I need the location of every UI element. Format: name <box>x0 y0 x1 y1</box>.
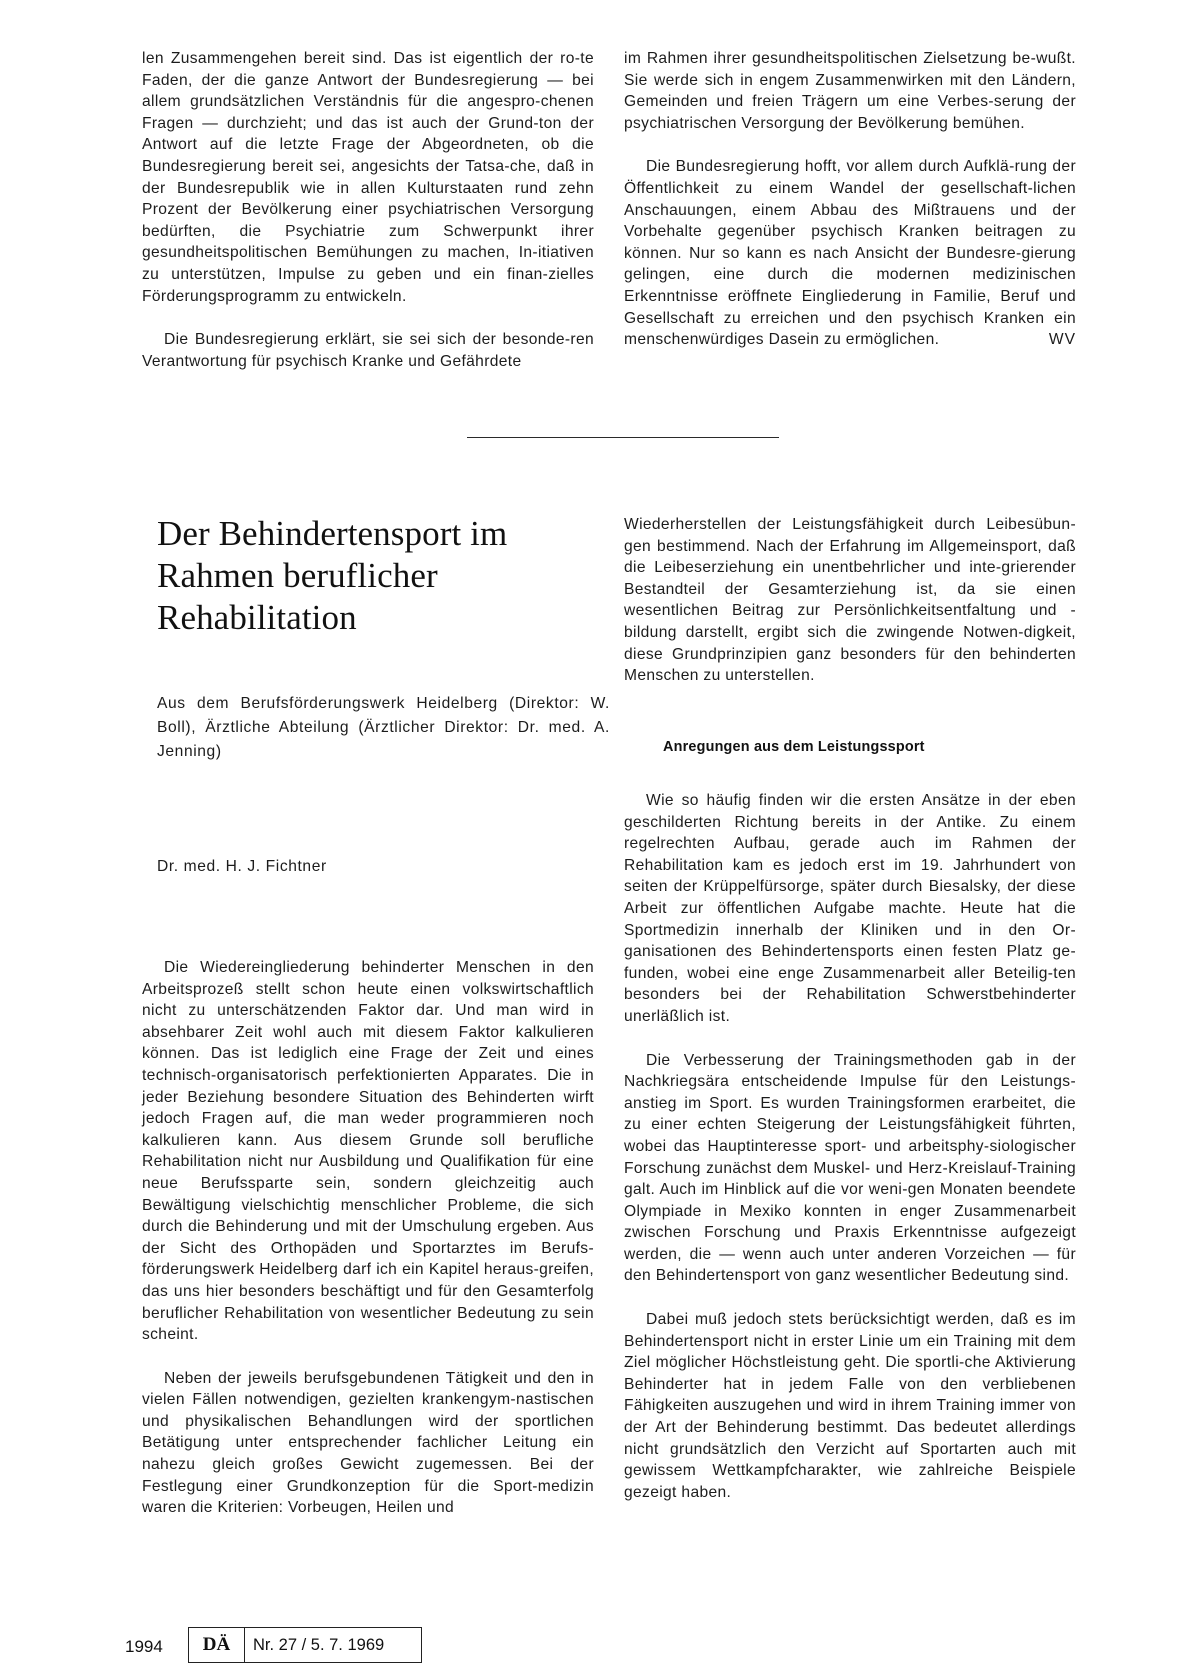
paragraph: len Zusammengehen bereit sind. Das ist eigentlich der ro-te Faden, der die ganze Antwort der Bundesregierung — bei allem grundsätzlichen Verständnis für die angespro-chenen Fragen — durchzieht; und das ist auch der Grund-ton der Antwort auf die letzte Frage der Abgeordneten, ob die Bundesregierung bereit sei, angesichts der Tatsa-che, daß in der Bundesrepublik wie in allen Kulturstaaten rund zehn Prozent der Bevölkerung einer psychiatrischen Versorgung bedürften, die Psychiatrie zum Schwerpunkt ihrer gesundheitspolitischen Bemühungen zu machen, In-itiativen zu unterstützen, Impulse zu geben und ein finan-zielles Förderungsprogramm zu entwickeln. <box>142 50 594 305</box>
paragraph: Die Bundesregierung erklärt, sie sei sich der besonde-ren Verantwortung für psychisch Kranke und Gefährdete <box>142 331 594 370</box>
paragraph: Neben der jeweils berufsgebundenen Tätigkeit und den in vielen Fällen notwendigen, gezielten krankengym-nastischen und physikalischen Behandlungen wird der sportlichen Betätigung unter entsprechender fachlicher Leitung ein nahezu gleich großes Gewicht zugemessen. Bei der Festlegung einer Grundkonzeption für die Sport-medizin waren die Kriterien: Vorbeugen, Heilen und <box>142 1369 594 1517</box>
article-title: Der Behindertensport im Rahmen beruflicher Rehabilitation <box>157 514 508 637</box>
top-left-column <box>142 48 594 372</box>
top-right-column <box>624 48 1076 351</box>
section-divider <box>467 437 779 438</box>
journal-logo: DÄ <box>189 1628 245 1662</box>
section-heading: Anregungen aus dem Leistungssport <box>663 739 925 755</box>
issue-info: Nr. 27 / 5. 7. 1969 <box>253 1636 385 1654</box>
author-initials: WV <box>1048 331 1076 349</box>
paragraph: Wie so häufig finden wir die ersten Ansätze in der eben geschilderten Richtung bereits in der Antike. Zu einem regelrechten Aufbau, gerade auch im Rahmen der Rehabilitation kam es jedoch erst im 19. Jahrhundert von seiten der Krüppelfürsorge, später durch Biesalsky, der diese Arbeit zur öffentlichen Aufgabe machte. Heute hat die Sportmedizin innerhalb der Kliniken und in den Or-ganisationen des Behindertensports einen festen Platz ge-funden, wobei eine enge Zusammenarbeit aller Beteilig-ten besonders bei der Rehabilitation Schwerstbehinderter unerläßlich ist. <box>624 792 1076 1025</box>
article-right-column-intro <box>624 514 1076 687</box>
paragraph-text: Die Bundesregierung hofft, vor allem durch Aufklä-rung der Öffentlichkeit zu einem Wandel der gesellschaft-lichen Anschauungen, einem Abbau des Mißtrauens und der Vorbehalte gegenüber psychisch Kranken beitragen zu können. Nur so kann es nach Ansicht der Bundesre-gierung gelingen, eine durch die modernen medizinischen Erkenntnisse eröffnete Eingliederung in Familie, Beruf und Gesellschaft zu erreichen und den psychisch Kranken ein menschenwürdiges Dasein zu ermöglichen. <box>624 158 1076 349</box>
article-author: Dr. med. H. J. Fichtner <box>157 858 327 875</box>
paragraph: Die Wiedereingliederung behinderter Menschen in den Arbeitsprozeß stellt schon heute einen volkswirtschaftlich nicht zu unterschätzenden Faktor dar. Und man wird in absehbarer Zeit wohl auch mit diesem Faktor kalkulieren können. Das ist lediglich eine Frage der Zeit und eines technisch-organisatorisch perfektionierten Apparates. Die in jeder Beziehung besondere Situation des Behinderten wirft jedoch Fragen auf, die man weder programmieren noch kalkulieren kann. Aus diesem Grunde soll berufliche Rehabilitation nicht nur Ausbildung und Qualifikation für eine neue Berufssparte sein, sondern gleichzeitig auch Bewältigung vielschichtig menschlicher Probleme, die sich durch die Behinderung und mit der Umschulung ergeben. Aus der Sicht des Orthopäden und Sportarztes im Berufs-förderungswerk Heidelberg darf ich ein Kapitel heraus-greifen, das uns hier besonders beschäftigt und für den Gesamterfolg beruflicher Rehabilitation von wesentlicher Bedeutung zu sein scheint. <box>142 959 594 1344</box>
paragraph: im Rahmen ihrer gesundheitspolitischen Zielsetzung be-wußt. Sie werde sich in engem Zusammenwirken mit den Ländern, Gemeinden und freien Trägern um eine Verbes-serung der psychiatrischen Versorgung der Bevölkerung bemühen. <box>624 50 1076 132</box>
paragraph: Wiederherstellen der Leistungsfähigkeit durch Leibesübun-gen bestimmend. Nach der Erfahrung im Allgemeinsport, daß die Leibeserziehung ein unentbehrlicher und inte-grierender Bestandteil der Gesamterziehung ist, da sie einen wesentlichen Beitrag zur Persönlichkeitsentfaltung und -bildung darstellt, ergibt sich die zwingende Notwen-digkeit, diese Grundprinzipien ganz besonders für den behinderten Menschen zu unterstellen. <box>624 516 1076 685</box>
journal-box <box>188 1627 422 1663</box>
paragraph <box>624 156 1076 350</box>
paragraph: Dabei muß jedoch stets berücksichtigt werden, daß es im Behindertensport nicht in erster Linie um ein Training mit dem Ziel möglicher Höchstleistung geht. Die sportli-che Aktivierung Behinderter hat in jedem Falle von den verbliebenen Fähigkeiten auszugehen und wird in ihrem Training immer von der Art der Behinderung bestimmt. Das bedeutet allerdings nicht grundsätzlich den Verzicht auf Sportarten auch mit gewissem Wettkampfcharakter, wie zahlreiche Beispiele gezeigt haben. <box>624 1311 1076 1501</box>
article-right-column <box>624 790 1076 1503</box>
article-affiliation: Aus dem Berufsförderungswerk Heidelberg (Direktor: W. Boll), Ärztliche Abteilung (Ärztlicher Direktor: Dr. med. A. Jenning) <box>157 695 610 760</box>
article-left-column <box>142 957 594 1519</box>
paragraph: Die Verbesserung der Trainingsmethoden gab in der Nachkriegsära entscheidende Impulse für den Leistungs-anstieg im Sport. Es wurden Trainingsformen erarbeitet, die zu einer echten Steigerung der Leistungsfähigkeit führten, wobei das Hauptinteresse sport- und arbeitsphy-siologischer Forschung zunächst dem Muskel- und Herz-Kreislauf-Training galt. Auch im Hinblick auf die vor weni-gen Monaten beendete Olympiade in Mexiko konnten in enger Zusammenarbeit zwischen Forschung und Praxis Erkenntnisse aufgezeigt werden, die — wenn auch unter anderen Vorzeichen — für den Behindertensport von ganz wesentlicher Bedeutung sind. <box>624 1051 1076 1285</box>
page-number: 1994 <box>125 1637 163 1656</box>
